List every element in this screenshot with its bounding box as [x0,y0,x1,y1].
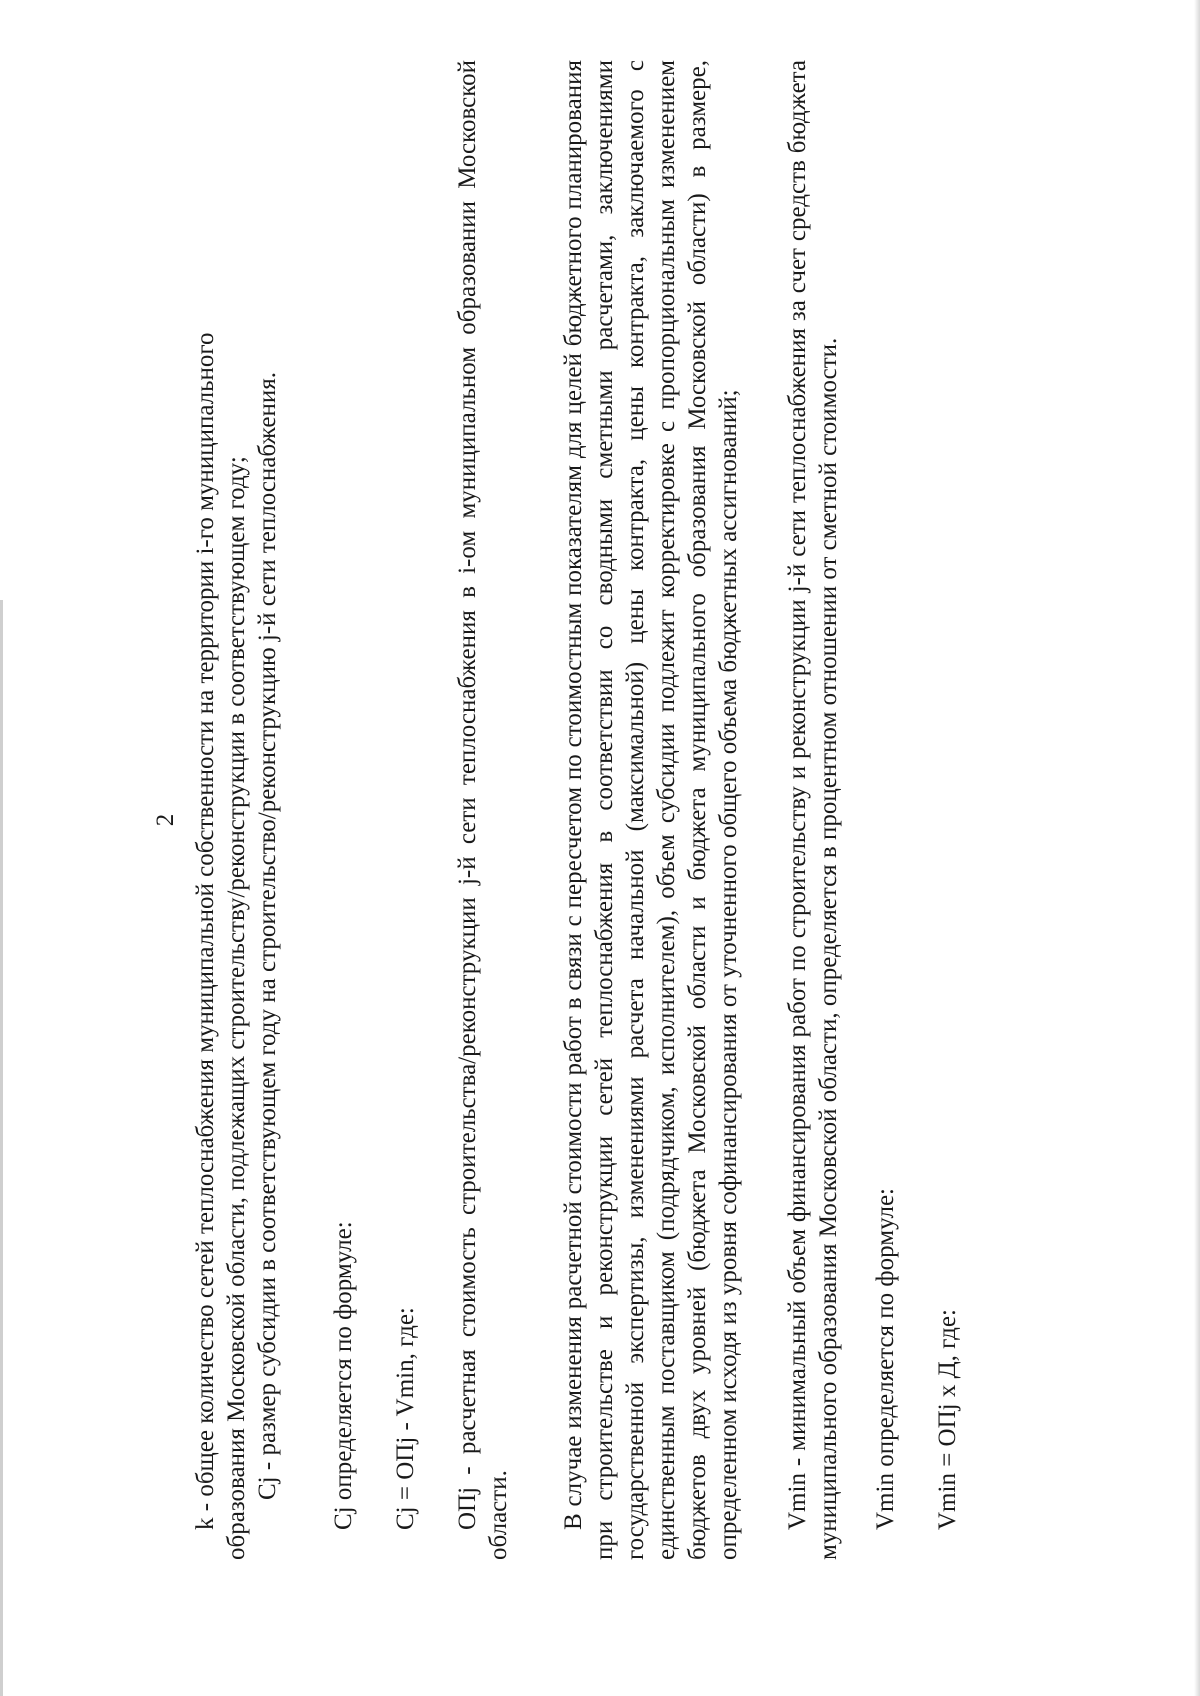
k-definition-line2: образования Московской области, подлежащих строительству/реконструкции в соответствующем году; [223,456,250,1560]
cost-change-paragraph: В случае изменения расчетной стоимости работ в связи с пересчетом по стоимостным показателям для целей бюджетного планирования при строительстве и реконструкции сетей теплоснабжения в соответствии со сводными сметными расчетами, заключениями государственной экспертизы, изменениями расчета начальной (максимальной) цены контракта, цены контракта, заключаемого с единственным поставщиком (подрядчиком, исполнителем), объем субсидии подлежит корректировке с пропорциональным изменением бюджетов двух уровней (бюджета Московской области и бюджета муниципального образования Московской области) в размере, определенном исходя из уровня софинансирования от уточненного общего объема бюджетных ассигнований; [560,60,742,1560]
scan-edge-right [1194,0,1200,1696]
cj-formula: Cj = OПj - Vmin, где: [392,1307,419,1530]
vmin-formula-intro: Vmin определяется по формуле: [872,1188,899,1530]
k-definition-line1: k - общее количество сетей теплоснабжения муниципальной собственности на территории i-го муниципального [192,332,219,1530]
vmin-definition: Vmin - минимальный объем финансирования работ по строительству и реконструкции j-й сети теплоснабжения за счет средств бюджета муниципального образования Московской области, определяется в процентном отношении от сметной стоимости. [784,60,842,1560]
page-number: 2 [152,813,179,827]
cj-formula-intro: Cj определяется по формуле: [330,1221,357,1530]
vmin-formula: Vmin = OПj x Д, где: [934,1309,961,1530]
rotated-text-block [150,60,870,1560]
cj-definition: Cj - размер субсидии в соответствующем году на строительство/реконструкцию j-й сети теплоснабжения. [254,371,281,1500]
opj-definition: OПj - расчетная стоимость строительства/реконструкции j-й сети теплоснабжения в i-ом муниципальном образовании Московской области. [454,60,512,1560]
scan-edge-left [0,600,3,1696]
